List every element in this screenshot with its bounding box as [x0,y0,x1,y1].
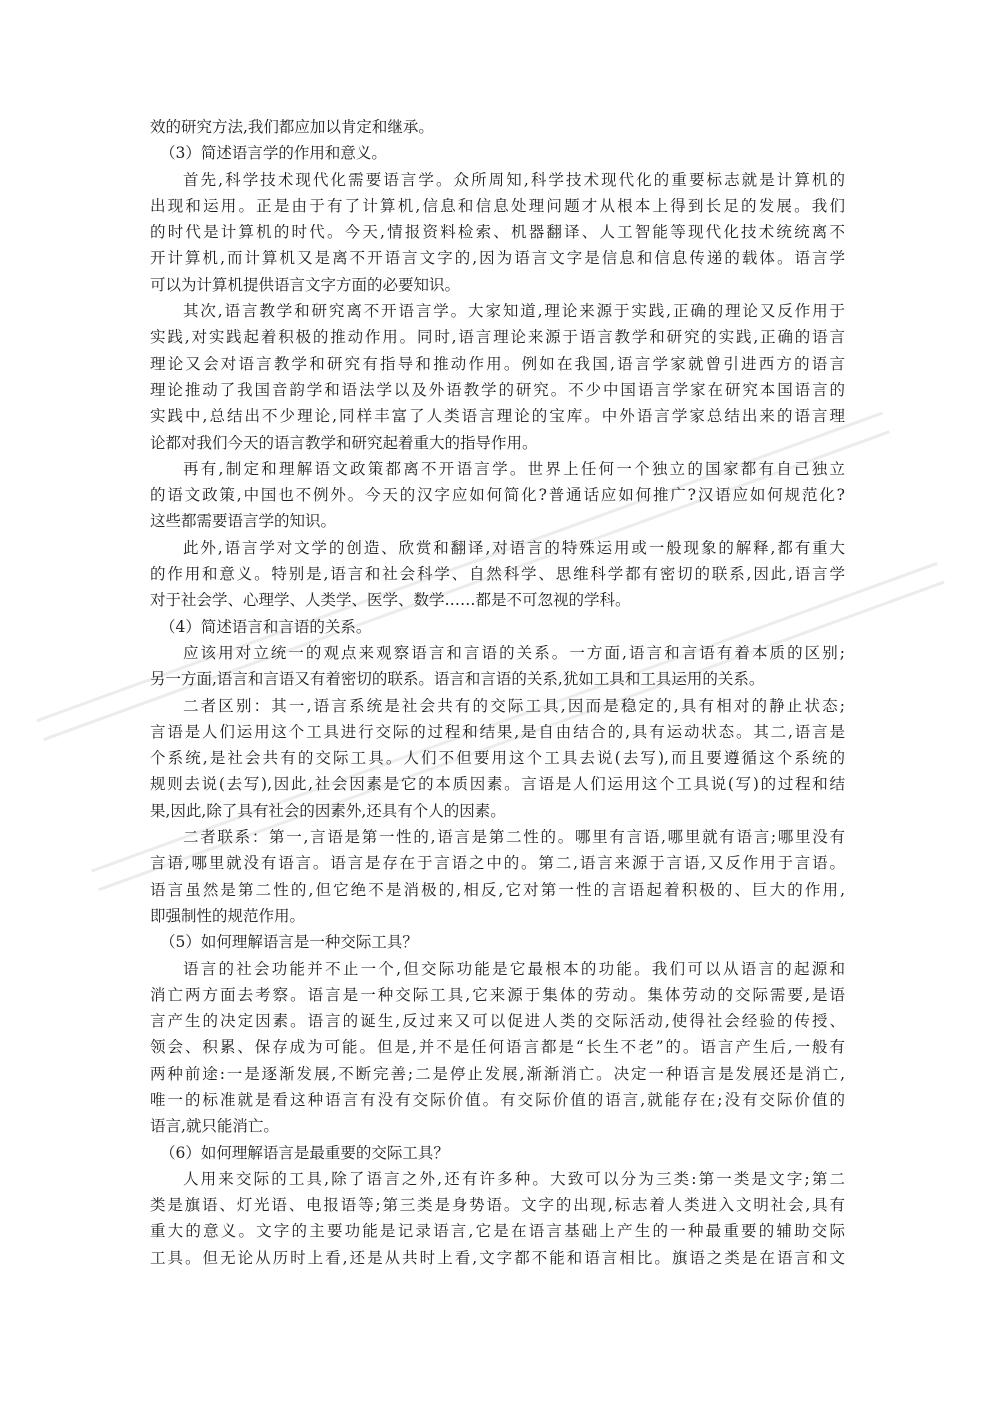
text-line: 这些都需要语言学的知识。 [150,512,337,531]
text-line: 领会、积累、保存成为可能。但是,并不是任何语言都是“长生不老”的。语言产生后,一般有 [150,1038,845,1057]
text-line: 首先,科学技术现代化需要语言学。众所周知,科学技术现代化的重要标志就是计算机的 [183,170,845,189]
text-line: 二者区别：其一,语言系统是社会共有的交际工具,因而是稳定的,具有相对的静止状态; [183,696,845,715]
text-line: 其次,语言教学和研究离不开语言学。大家知道,理论来源于实践,正确的理论又反作用于 [183,302,845,321]
question-heading: （6）如何理解语言是最重要的交际工具？ [160,1143,449,1162]
text-line: 语言的社会功能并不止一个,但交际功能是它最根本的功能。我们可以从语言的起源和 [183,959,845,978]
text-line: 实践,对实践起着积极的推动作用。同时,语言理论来源于语言教学和研究的实践,正确的语言 [150,328,845,347]
text-line: 重大的意义。文字的主要功能是记录语言,它是在语言基础上产生的一种最重要的辅助交际 [150,1222,845,1241]
question-heading: （4）简述语言和言语的关系。 [160,617,372,636]
text-line: 另一方面,语言和言语又有着密切的联系。语言和言语的关系,犹如工具和工具运用的关系。 [150,670,765,689]
text-line: 语言,就只能消亡。 [150,1117,279,1136]
question-heading: （3）简述语言学的作用和意义。 [160,144,387,163]
text-line: 言语,哪里就没有语言。语言是存在于言语之中的。第二,语言来源于言语,又反作用于言语。 [150,854,845,873]
text-line: 规则去说(去写),因此,社会因素是它的本质因素。言语是人们运用这个工具说(写)的过程和结 [150,775,845,794]
text-line: 类是旗语、灯光语、电报语等;第三类是身势语。文字的出现,标志着人类进入文明社会,具有 [150,1196,845,1215]
text-line: 即强制性的规范作用。 [150,906,306,925]
text-line: 理论推动了我国音韵学和语法学以及外语教学的研究。不少中国语言学家在研究本国语言的 [150,380,845,399]
text-line: 再有,制定和理解语文政策都离不开语言学。世界上任何一个独立的国家都有自己独立 [183,459,845,478]
text-line: 言产生的决定因素。语言的诞生,反过来又可以促进人类的交际活动,使得社会经验的传授、 [150,1012,845,1031]
text-line: 消亡两方面去考察。语言是一种交际工具,它来源于集体的劳动。集体劳动的交际需要,是语 [150,985,845,1004]
text-line: 的作用和意义。特别是,语言和社会科学、自然科学、思维科学都有密切的联系,因此,语言学 [150,565,845,584]
question-heading: （5）如何理解语言是一种交际工具？ [160,933,418,952]
text-line: 出现和运用。正是由于有了计算机,信息和信息处理问题才从根本上得到长足的发展。我们 [150,196,845,215]
text-line: 理论又会对语言教学和研究有指导和推动作用。例如在我国,语言学家就曾引进西方的语言 [150,354,845,373]
text-line: 果,因此,除了具有社会的因素外,还具有个人的因素。 [150,801,506,820]
text-line: 的时代是计算机的时代。今天,情报资料检索、机器翻译、人工智能等现代化技术统统离不 [150,223,845,242]
text-line: 个系统,是社会共有的交际工具。人们不但要用这个工具去说(去写),而且要遵循这个系统的 [150,749,845,768]
text-line: 人用来交际的工具,除了语言之外,还有许多种。大致可以分为三类:第一类是文字;第二 [183,1169,845,1188]
text-line: 唯一的标准就是看这种语言有没有交际价值。有交际价值的语言,就能存在;没有交际价值的 [150,1090,845,1109]
text-line: 可以为计算机提供语言文字方面的必要知识。 [150,275,461,294]
text-line: 语言虽然是第二性的,但它绝不是消极的,相反,它对第一性的言语起着积极的、巨大的作用, [150,880,845,899]
text-line: 效的研究方法,我们都应加以肯定和继承。 [150,118,434,136]
text-line: 应该用对立统一的观点来观察语言和言语的关系。一方面,语言和言语有着本质的区别; [183,643,845,662]
text-line: 工具。但无论从历时上看,还是从共时上看,文字都不能和语言相比。旗语之类是在语言和文 [150,1248,845,1267]
text-line: 论都对我们今天的语言教学和研究起着重大的指导作用。 [150,433,538,452]
text-line: 开计算机,而计算机又是离不开语言文字的,因为语言文字是信息和信息传递的载体。语言学 [150,249,845,268]
text-line: 此外,语言学对文学的创造、欣赏和翻译,对语言的特殊运用或一般现象的解释,都有重大 [183,538,845,557]
text-line: 两种前途:一是逐渐发展,不断完善;二是停止发展,渐渐消亡。决定一种语言是发展还是消亡, [150,1064,845,1083]
text-line: 的语文政策,中国也不例外。今天的汉字应如何简化?普通话应如何推广?汉语应如何规范化? [150,486,845,505]
text-line: 实践中,总结出不少理论,同样丰富了人类语言理论的宝库。中外语言学家总结出来的语言理 [150,407,845,426]
text-line: 言语是人们运用这个工具进行交际的过程和结果,是自由结合的,具有运动状态。其二,语言是 [150,722,845,741]
document-page [150,114,845,1294]
text-line: 对于社会学、心理学、人类学、医学、数学……都是不可忽视的学科。 [150,591,631,610]
text-line: 二者联系：第一,言语是第一性的,语言是第二性的。哪里有言语,哪里就有语言;哪里没有 [183,828,845,847]
